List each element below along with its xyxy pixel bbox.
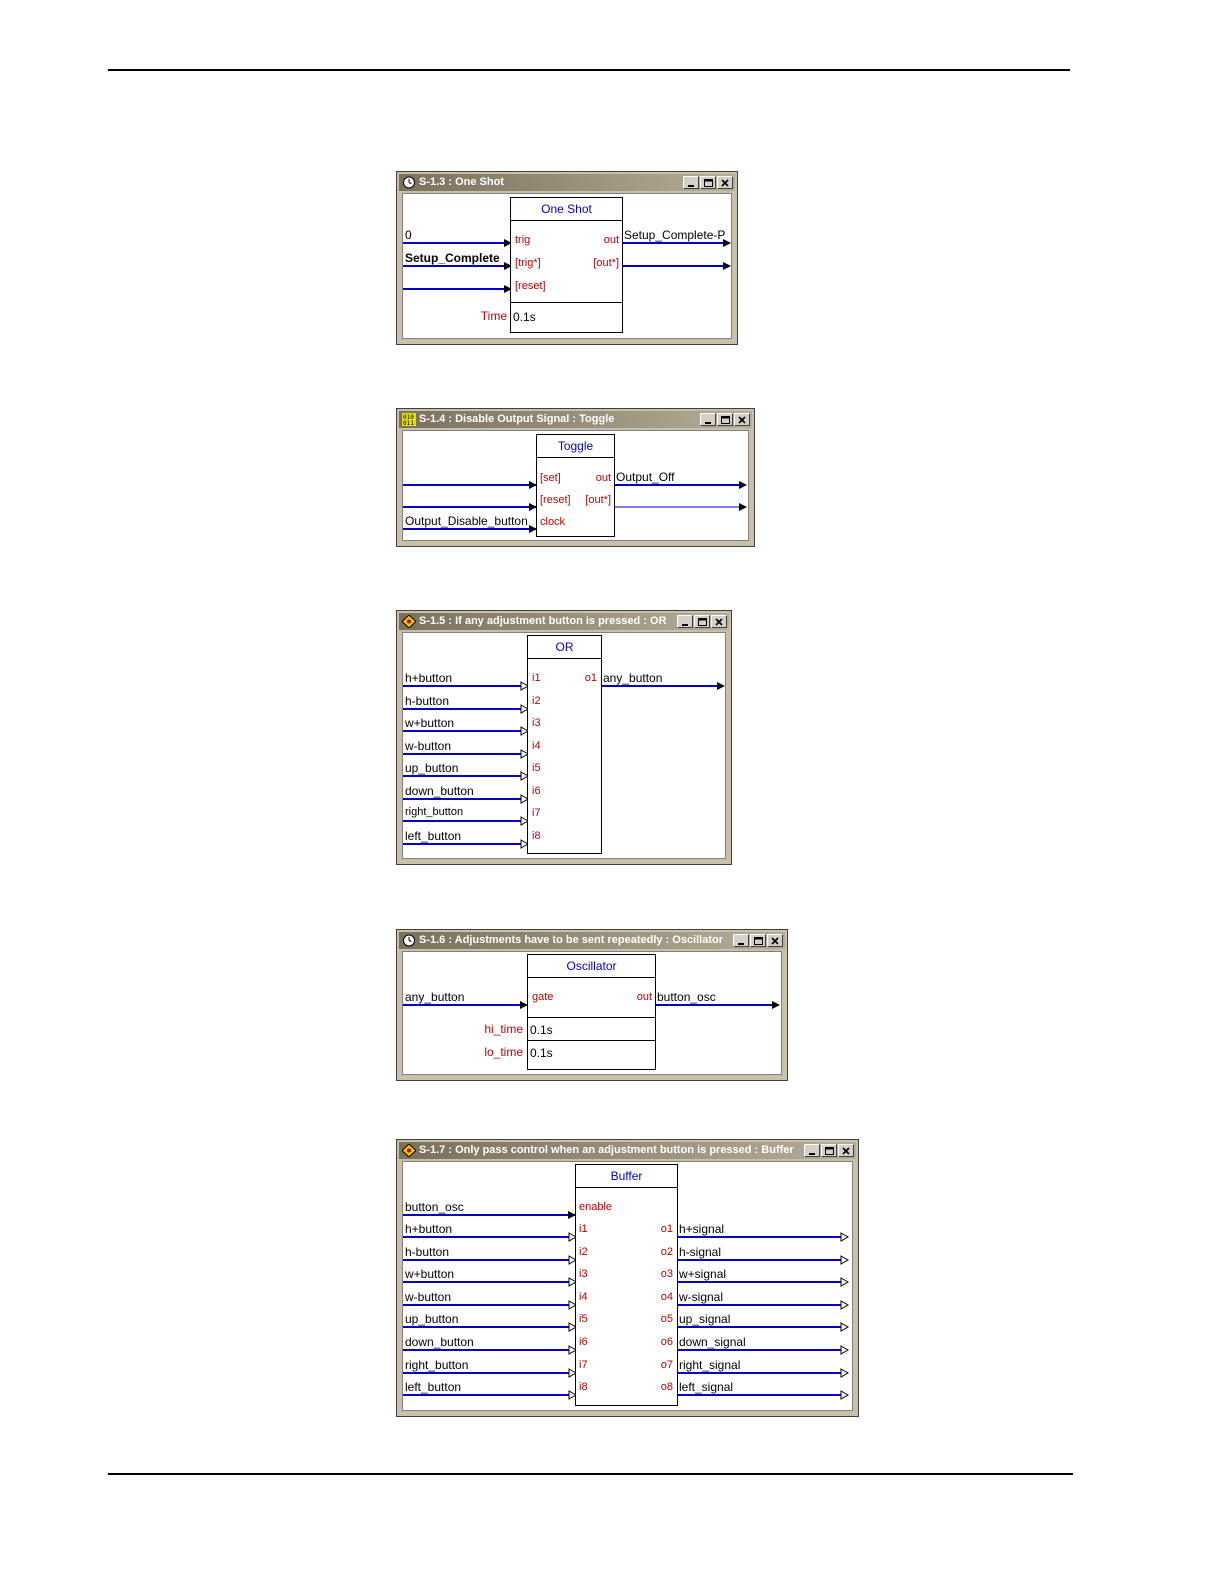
input-signal-label: w+button — [405, 1267, 455, 1281]
window-title: S-1.7 : Only pass control when an adjustment button is pressed : Buffer — [419, 1144, 794, 1156]
input-pin-i5[interactable]: i5 — [579, 1313, 588, 1325]
input-pin-i3[interactable]: i3 — [579, 1268, 588, 1280]
minimize-button[interactable] — [804, 1144, 820, 1157]
input-pin-reset[interactable]: [reset] — [515, 280, 546, 292]
window-title: S-1.3 : One Shot — [419, 176, 504, 188]
param-value[interactable]: 0.1s — [530, 1046, 553, 1060]
block-title: OR — [528, 636, 601, 659]
input-signal-label: h-button — [405, 1245, 450, 1259]
maximize-icon — [704, 179, 713, 187]
input-signal-label: Output_Disable_button — [405, 514, 528, 528]
clock-icon — [402, 934, 416, 947]
window-toggle[interactable] — [396, 408, 755, 547]
maximize-icon — [825, 1147, 834, 1155]
maximize-icon — [754, 937, 763, 945]
one-shot-block[interactable] — [510, 197, 623, 333]
close-icon — [771, 937, 779, 945]
window-titlebar[interactable] — [399, 1142, 856, 1159]
output-pin-out[interactable]: out — [636, 991, 652, 1003]
diagram-canvas[interactable] — [402, 430, 749, 541]
diamond-icon — [402, 615, 416, 628]
input-signal-label: up_button — [405, 761, 459, 775]
param-value[interactable]: 0.1s — [513, 310, 536, 324]
maximize-button[interactable] — [717, 413, 733, 426]
input-pin-i3[interactable]: i3 — [532, 717, 541, 729]
input-pin-i4[interactable]: i4 — [532, 740, 541, 752]
binary-icon — [402, 413, 416, 426]
output-signal-label: down_signal — [679, 1335, 746, 1349]
output-signal-label: Setup_Complete-P — [624, 228, 726, 242]
output-signal-label: Output_Off — [616, 470, 675, 484]
output-pin-o2[interactable]: o2 — [660, 1246, 673, 1258]
minimize-icon — [704, 416, 712, 424]
output-signal-label: h+signal — [679, 1222, 725, 1236]
input-signal-label: right_button — [405, 1358, 469, 1372]
window-or[interactable] — [396, 610, 732, 865]
close-icon — [738, 416, 746, 424]
output-pin-o3[interactable]: o3 — [660, 1268, 673, 1280]
param-value[interactable]: 0.1s — [530, 1023, 553, 1037]
or-block[interactable] — [527, 635, 602, 854]
param-label: lo_time — [484, 1045, 523, 1059]
input-pin-trig[interactable]: trig — [515, 234, 531, 246]
input-pin-reset[interactable]: [reset] — [540, 494, 571, 506]
input-signal-label: any_button — [405, 990, 465, 1004]
clock-icon — [402, 176, 416, 189]
input-signal-label: h+button — [405, 671, 453, 685]
block-title: One Shot — [511, 198, 622, 221]
minimize-icon — [737, 937, 745, 945]
close-icon — [842, 1147, 850, 1155]
window-titlebar[interactable] — [399, 932, 785, 949]
input-signal-label: down_button — [405, 1335, 474, 1349]
output-pin-o8[interactable]: o8 — [660, 1381, 673, 1393]
input-pin-i7[interactable]: i7 — [532, 807, 541, 819]
close-button[interactable] — [767, 934, 783, 947]
close-button[interactable] — [717, 176, 733, 189]
input-signal-label: w+button — [405, 716, 455, 730]
output-pin-o1[interactable]: o1 — [660, 1223, 673, 1235]
input-pin-i6[interactable]: i6 — [579, 1336, 588, 1348]
close-button[interactable] — [838, 1144, 854, 1157]
block-title: Oscillator — [528, 955, 655, 978]
close-icon — [721, 179, 729, 187]
maximize-button[interactable] — [750, 934, 766, 947]
input-signal-label: left_button — [405, 829, 462, 843]
minimize-icon — [808, 1147, 816, 1155]
input-pin-i8[interactable]: i8 — [579, 1381, 588, 1393]
diagram-canvas[interactable] — [402, 193, 732, 339]
input-pin-i6[interactable]: i6 — [532, 785, 541, 797]
output-signal-label: any_button — [603, 671, 663, 685]
maximize-button[interactable] — [821, 1144, 837, 1157]
input-pin-i5[interactable]: i5 — [532, 762, 541, 774]
param-label: Time — [480, 309, 507, 323]
input-signal-label: right_button — [405, 806, 464, 818]
param-row[interactable] — [511, 302, 622, 333]
input-pin-i7[interactable]: i7 — [579, 1359, 588, 1371]
output-signal-label: w-signal — [679, 1290, 724, 1304]
input-pin-i1[interactable]: i1 — [532, 672, 541, 684]
output-signal-label: right_signal — [679, 1358, 741, 1372]
diagram-canvas[interactable] — [402, 632, 726, 859]
input-pin-i8[interactable]: i8 — [532, 830, 541, 842]
input-signal-label: w-button — [405, 1290, 452, 1304]
maximize-icon — [721, 416, 730, 424]
output-pin-out[interactable]: out — [595, 472, 611, 484]
param-row[interactable] — [528, 1017, 655, 1041]
minimize-button[interactable] — [733, 934, 749, 947]
output-pin-o5[interactable]: o5 — [660, 1313, 673, 1325]
maximize-button[interactable] — [700, 176, 716, 189]
input-signal-label: button_osc — [405, 1200, 464, 1214]
output-signal-label: button_osc — [657, 990, 716, 1004]
block-title: Toggle — [537, 435, 614, 458]
output-pin-o1[interactable]: o1 — [584, 672, 597, 684]
output-signal-label: w+signal — [679, 1267, 727, 1281]
window-oscillator[interactable] — [396, 929, 788, 1081]
input-signal-label: 0 — [405, 228, 412, 242]
param-row[interactable] — [528, 1040, 655, 1064]
output-pin-o6[interactable]: o6 — [660, 1336, 673, 1348]
bottom-rule — [108, 1473, 1073, 1475]
input-signal-label: up_button — [405, 1312, 459, 1326]
input-pin-i1[interactable]: i1 — [579, 1223, 588, 1235]
input-pin-i4[interactable]: i4 — [579, 1291, 588, 1303]
window-title: S-1.4 : Disable Output Signal : Toggle — [419, 413, 615, 425]
toggle-block[interactable] — [536, 434, 615, 537]
output-pin-out-star[interactable]: [out*] — [585, 494, 611, 506]
input-pin-enable[interactable]: enable — [579, 1201, 613, 1213]
input-pin-trig-star[interactable]: [trig*] — [515, 257, 541, 269]
top-rule — [108, 69, 1070, 71]
diagram-canvas[interactable] — [402, 951, 782, 1075]
block-title: Buffer — [576, 1165, 677, 1188]
diamond-icon — [402, 1144, 416, 1157]
output-signal-label: left_signal — [679, 1380, 734, 1394]
input-signal-label: down_button — [405, 784, 474, 798]
maximize-icon — [698, 618, 707, 626]
input-pin-set[interactable]: [set] — [540, 472, 561, 484]
svg-text:011: 011 — [403, 420, 414, 426]
output-pin-o7[interactable]: o7 — [660, 1359, 673, 1371]
window-title: S-1.6 : Adjustments have to be sent repeatedly : Oscillator — [419, 934, 724, 946]
close-button[interactable] — [711, 615, 727, 628]
output-signal-label: h-signal — [679, 1245, 722, 1259]
input-signal-label: h+button — [405, 1222, 453, 1236]
minimize-button[interactable] — [683, 176, 699, 189]
minimize-button[interactable] — [677, 615, 693, 628]
input-pin-i2[interactable]: i2 — [579, 1246, 588, 1258]
window-titlebar[interactable] — [399, 613, 729, 630]
window-titlebar[interactable] — [399, 411, 752, 428]
svg-text:010: 010 — [403, 414, 414, 421]
minimize-icon — [687, 179, 695, 187]
diagram-canvas[interactable] — [402, 1161, 853, 1411]
window-one-shot[interactable] — [396, 171, 738, 345]
close-icon — [715, 618, 723, 626]
close-button[interactable] — [734, 413, 750, 426]
input-signal-label: w-button — [405, 739, 452, 753]
input-signal-label: Setup_Complete — [405, 251, 500, 265]
output-pin-out[interactable]: out — [603, 234, 619, 246]
maximize-button[interactable] — [694, 615, 710, 628]
window-buffer[interactable] — [396, 1139, 859, 1417]
input-pin-i2[interactable]: i2 — [532, 695, 541, 707]
input-signal-label: h-button — [405, 694, 450, 708]
input-pin-gate[interactable]: gate — [532, 991, 554, 1003]
param-label: hi_time — [484, 1022, 523, 1036]
output-pin-out-star[interactable]: [out*] — [593, 257, 619, 269]
buffer-block[interactable] — [575, 1164, 678, 1406]
window-title: S-1.5 : If any adjustment button is pressed : OR — [419, 615, 667, 627]
output-signal-label: up_signal — [679, 1312, 731, 1326]
minimize-button[interactable] — [700, 413, 716, 426]
input-signal-label: left_button — [405, 1380, 462, 1394]
oscillator-block[interactable] — [527, 954, 656, 1070]
minimize-icon — [681, 618, 689, 626]
input-pin-clock[interactable]: clock — [540, 516, 566, 528]
output-pin-o4[interactable]: o4 — [660, 1291, 673, 1303]
window-titlebar[interactable] — [399, 174, 735, 191]
